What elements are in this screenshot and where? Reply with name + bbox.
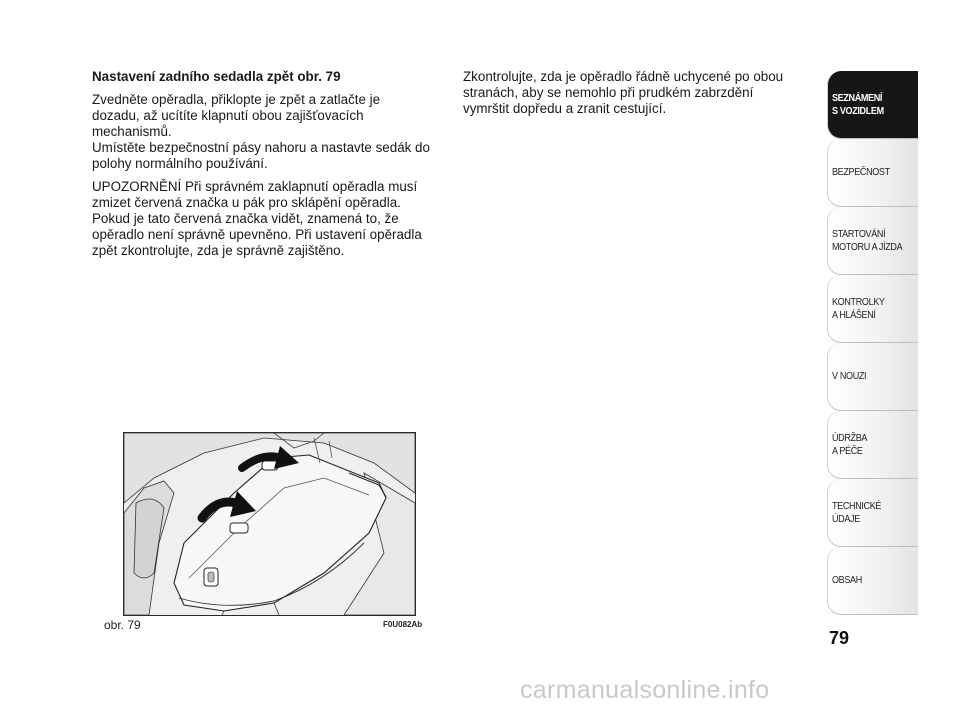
figure-caption: obr. 79 bbox=[104, 618, 141, 632]
check-paragraph: Zkontrolujte, zda je opěradlo řádně uchycené po obou stranách, aby se nemohlo při prudkém zabrzdění vymrštit dopředu a zranit cestující. bbox=[463, 69, 784, 116]
watermark-text: carmanualsonline.info bbox=[520, 676, 770, 704]
tab-seznameni[interactable] bbox=[827, 71, 918, 139]
tab-technicke-udaje[interactable] bbox=[827, 479, 918, 547]
tab-startovani[interactable] bbox=[827, 207, 918, 275]
tab-label: SEZNÁMENÍ S VOZIDLEM bbox=[832, 92, 884, 117]
tab-label: KONTROLKY A HLÁŠENÍ bbox=[832, 296, 885, 321]
tab-label: ÚDRŽBA A PÉČE bbox=[832, 432, 868, 457]
tab-obsah[interactable] bbox=[827, 547, 918, 615]
tab-v-nouzi[interactable] bbox=[827, 343, 918, 411]
tab-bezpecnost[interactable] bbox=[827, 139, 918, 207]
warning-paragraph: UPOZORNĚNÍ Při správném zaklapnutí opěradla musí zmizet červená značka u pák pro sklápění opěradla. Pokud je tato červená značka vidět, znamená to, že opěradlo není správně upevněno. Při ustavení opěradla zpět zkontrolujte, zda je správně zajištěno. bbox=[92, 179, 422, 258]
tab-label: TECHNICKÉ ÚDAJE bbox=[832, 500, 882, 525]
rear-seat-illustration bbox=[124, 433, 415, 615]
tab-label: STARTOVÁNÍ MOTORU A JÍZDA bbox=[832, 228, 903, 253]
chapter-tabs bbox=[827, 71, 918, 615]
right-text-column bbox=[463, 69, 808, 124]
left-text-column bbox=[92, 69, 452, 266]
section-heading: Nastavení zadního sedadla zpět obr. 79 bbox=[92, 69, 341, 84]
tab-udrzba[interactable] bbox=[827, 411, 918, 479]
page-number: 79 bbox=[829, 628, 850, 648]
figure-code: F0U082Ab bbox=[383, 620, 423, 629]
tab-kontrolky[interactable] bbox=[827, 275, 918, 343]
figure-illustration bbox=[123, 432, 416, 616]
tab-label: V NOUZI bbox=[832, 370, 867, 383]
tab-label: OBSAH bbox=[832, 574, 862, 587]
tab-label: BEZPEČNOST bbox=[832, 166, 890, 179]
instruction-paragraph: Zvedněte opěradla, přiklopte je zpět a zatlačte je dozadu, až ucítíte klapnutí obou zajišťovacích mechanismů. Umístěte bezpečnostní pásy nahoru a nastavte sedák do polohy normálního používání. bbox=[92, 92, 430, 171]
